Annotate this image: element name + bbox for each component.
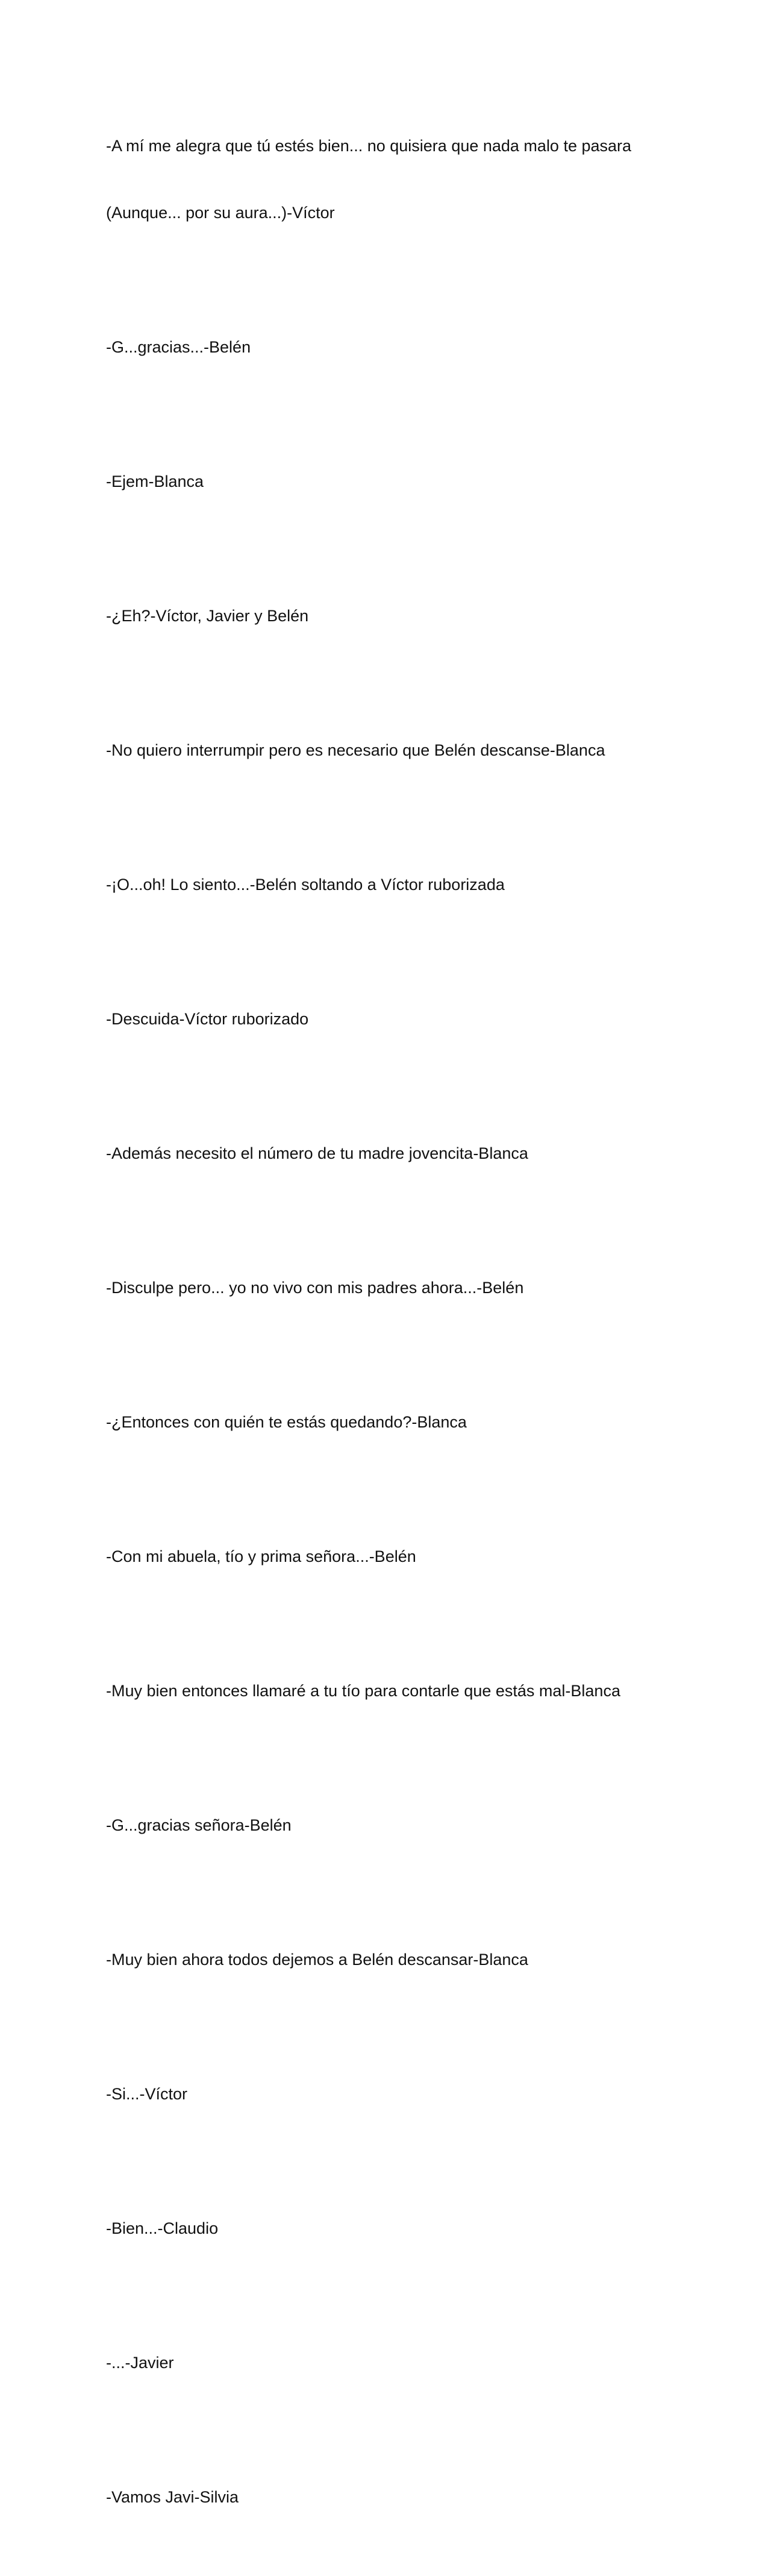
- dialogue-line: -Bien...-Claudio: [106, 2219, 219, 2237]
- dialogue-paragraph: [106, 1770, 666, 1881]
- dialogue-line: -Disculpe pero... yo no vivo con mis padres ahora...-Belén: [106, 1279, 524, 1297]
- dialogue-line: (Aunque... por su aura...)-Víctor: [106, 204, 335, 222]
- dialogue-line: -¿Eh?-Víctor, Javier y Belén: [106, 607, 309, 625]
- dialogue-paragraph: [106, 1367, 666, 1478]
- dialogue-paragraph: [106, 1635, 666, 1747]
- dialogue-paragraph: [106, 2307, 666, 2419]
- dialogue-paragraph: [106, 292, 666, 403]
- dialogue-line: -No quiero interrumpir pero es necesario que Belén descanse-Blanca: [106, 741, 605, 759]
- dialogue-paragraph: [106, 1232, 666, 1344]
- dialogue-line: -Muy bien ahora todos dejemos a Belén descansar-Blanca: [106, 1951, 528, 1969]
- dialogue-paragraph: [106, 964, 666, 1075]
- dialogue-line: -G...gracias...-Belén: [106, 338, 251, 356]
- dialogue-paragraph: [106, 695, 666, 806]
- dialogue-line: -¿Entonces con quién te estás quedando?-Blanca: [106, 1413, 467, 1431]
- dialogue-line: -Muy bien entonces llamaré a tu tío para contarle que estás mal-Blanca: [106, 1682, 620, 1700]
- dialogue-line: -Ejem-Blanca: [106, 472, 204, 490]
- dialogue-line: -...-Javier: [106, 2354, 174, 2372]
- dialogue-paragraph: [106, 426, 666, 537]
- dialogue-paragraph: [106, 1501, 666, 1612]
- dialogue-line: -Con mi abuela, tío y prima señora...-Belén: [106, 1547, 416, 1565]
- dialogue-paragraph: [106, 2039, 666, 2150]
- dialogue-text: [106, 90, 666, 2576]
- dialogue-line: -Si...-Víctor: [106, 2085, 188, 2103]
- dialogue-line: -Vamos Javi-Silvia: [106, 2488, 239, 2506]
- dialogue-line: -A mí me alegra que tú estés bien... no quisiera que nada malo te pasara: [106, 137, 632, 155]
- dialogue-paragraph: [106, 1904, 666, 2016]
- dialogue-paragraph: [106, 2442, 666, 2553]
- dialogue-line: -¡O...oh! Lo siento...-Belén soltando a Víctor ruborizada: [106, 876, 505, 894]
- dialogue-paragraph: [106, 829, 666, 941]
- dialogue-paragraph: [106, 90, 666, 269]
- dialogue-paragraph: [106, 2173, 666, 2284]
- dialogue-line: -G...gracias señora-Belén: [106, 1816, 292, 1834]
- dialogue-paragraph: [106, 1098, 666, 1209]
- dialogue-line: -Descuida-Víctor ruborizado: [106, 1010, 309, 1028]
- dialogue-paragraph: [106, 560, 666, 672]
- dialogue-line: -Además necesito el número de tu madre jovencita-Blanca: [106, 1144, 528, 1162]
